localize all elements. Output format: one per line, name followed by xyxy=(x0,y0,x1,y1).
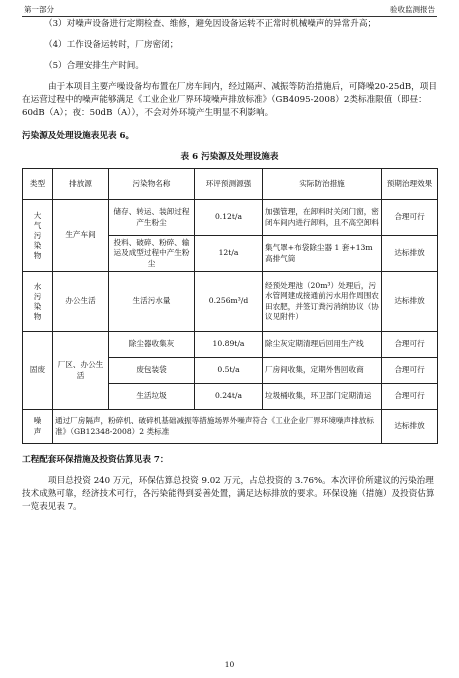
section-heading-table6: 污染源及处理设施表见表 6。 xyxy=(22,131,135,141)
source-workshop: 生产车间 xyxy=(53,200,109,272)
type-noise: 噪声 xyxy=(23,410,53,444)
header-report-title: 验收监测报告 xyxy=(390,5,435,14)
pollutant-cell: 除尘器收集灰 xyxy=(109,332,195,358)
table-row xyxy=(23,272,438,332)
effect-cell: 达标排放 xyxy=(382,236,438,272)
pollutant-cell: 投料、破碎、粉碎、输运及成型过程中产生粉尘 xyxy=(109,236,195,272)
measure-cell: 加强管理，在卸料时关闭门窗，密闭车间内进行卸料，且不高空卸料 xyxy=(263,200,382,236)
pollution-table xyxy=(22,168,438,444)
effect-cell: 合理可行 xyxy=(382,200,438,236)
type-air: 大气污染物 xyxy=(23,200,53,272)
amount-cell: 0.5t/a xyxy=(195,358,263,384)
section-heading-table7: 工程配套环保措施及投资估算见表 7： xyxy=(22,455,169,465)
pollutant-cell: 生活污水量 xyxy=(109,272,195,332)
table-row xyxy=(23,410,438,444)
table-title: 表 6 污染源及处理设施表 xyxy=(180,152,279,162)
effect-cell: 合理可行 xyxy=(382,332,438,358)
table-row xyxy=(23,332,438,358)
page-header xyxy=(22,4,437,17)
header-source: 排放源 xyxy=(53,169,109,200)
pollutant-cell: 废包装袋 xyxy=(109,358,195,384)
header-pollutant: 污染物名称 xyxy=(109,169,195,200)
header-type: 类型 xyxy=(23,169,53,200)
amount-cell: 0.12t/a xyxy=(195,200,263,236)
effect-cell: 合理可行 xyxy=(382,358,438,384)
amount-cell: 12t/a xyxy=(195,236,263,272)
amount-cell: 0.24t/a xyxy=(195,384,263,410)
paragraph-measure-3: （3）对噪声设备进行定期检查、维修，避免因设备运转不正常时机械噪声的异常升高； xyxy=(44,19,377,29)
effect-cell: 达标排放 xyxy=(382,410,438,444)
table-row xyxy=(23,200,438,236)
type-solid: 固废 xyxy=(23,332,53,410)
measure-cell: 垃圾桶收集，环卫部门定期清运 xyxy=(263,384,382,410)
paragraph-measure-4: （4）工作设备运转时，厂房密闭； xyxy=(44,40,179,50)
measure-cell: 集气罩+布袋除尘器 1 套+13m 高排气筒 xyxy=(263,236,382,272)
header-measure: 实际防治措施 xyxy=(263,169,382,200)
header-effect: 预期治理效果 xyxy=(382,169,438,200)
effect-cell: 合理可行 xyxy=(382,384,438,410)
measure-cell: 除尘灰定期清理后回用生产线 xyxy=(263,332,382,358)
amount-cell: 0.256m³/d xyxy=(195,272,263,332)
effect-cell: 达标排放 xyxy=(382,272,438,332)
paragraph-investment: 项目总投资 240 万元，环保估算总投资 9.02 万元，占总投资的 3.76%。本次评价所建议的污染治理技术成熟可靠，经济技术可行，各污染能得到妥善处置，满足达标排放的要求。环保设施（措施）及投资估算一览表见表 7。 xyxy=(22,476,435,512)
header-part: 第一部分 xyxy=(24,5,54,14)
measure-cell: 厂房间收集，定期外售回收商 xyxy=(263,358,382,384)
source-plant-office: 厂区、办公生活 xyxy=(53,332,109,410)
pollutant-cell: 生活垃圾 xyxy=(109,384,195,410)
paragraph-measure-5: （5）合理安排生产时间。 xyxy=(44,61,144,71)
table-header-row xyxy=(23,169,438,200)
type-water: 水污染物 xyxy=(23,272,53,332)
header-amount: 环评预测源强 xyxy=(195,169,263,200)
source-office: 办公生活 xyxy=(53,272,109,332)
amount-cell: 10.89t/a xyxy=(195,332,263,358)
page-content xyxy=(22,18,437,514)
pollutant-cell: 储存、转运、装卸过程产生粉尘 xyxy=(109,200,195,236)
noise-measure-cell: 通过厂房隔声，粉碎机、破碎机基础减振等措施场界外噪声符合《工业企业厂界环境噪声排放标准》（GB12348-2008）2 类标准 xyxy=(53,410,382,444)
measure-cell: 经预处理池（20m³）处理后，污水管网建成接通前污水用作周围农田农肥，并签订粪污消纳协议（协议见附件） xyxy=(263,272,382,332)
paragraph-noise-conclusion: 由于本项目主要产噪设备均布置在厂房车间内，经过隔声、减振等防治措施后，可降噪20-25dB，项目在运营过程中的噪声能够满足《工业企业厂界环境噪声排放标准》（GB4095-2008）2类标准限值（即昼：60dB（A）；夜：50dB（A）），不会对外环境产生明显不利影响。 xyxy=(22,82,437,118)
page-number: 10 xyxy=(224,660,235,669)
